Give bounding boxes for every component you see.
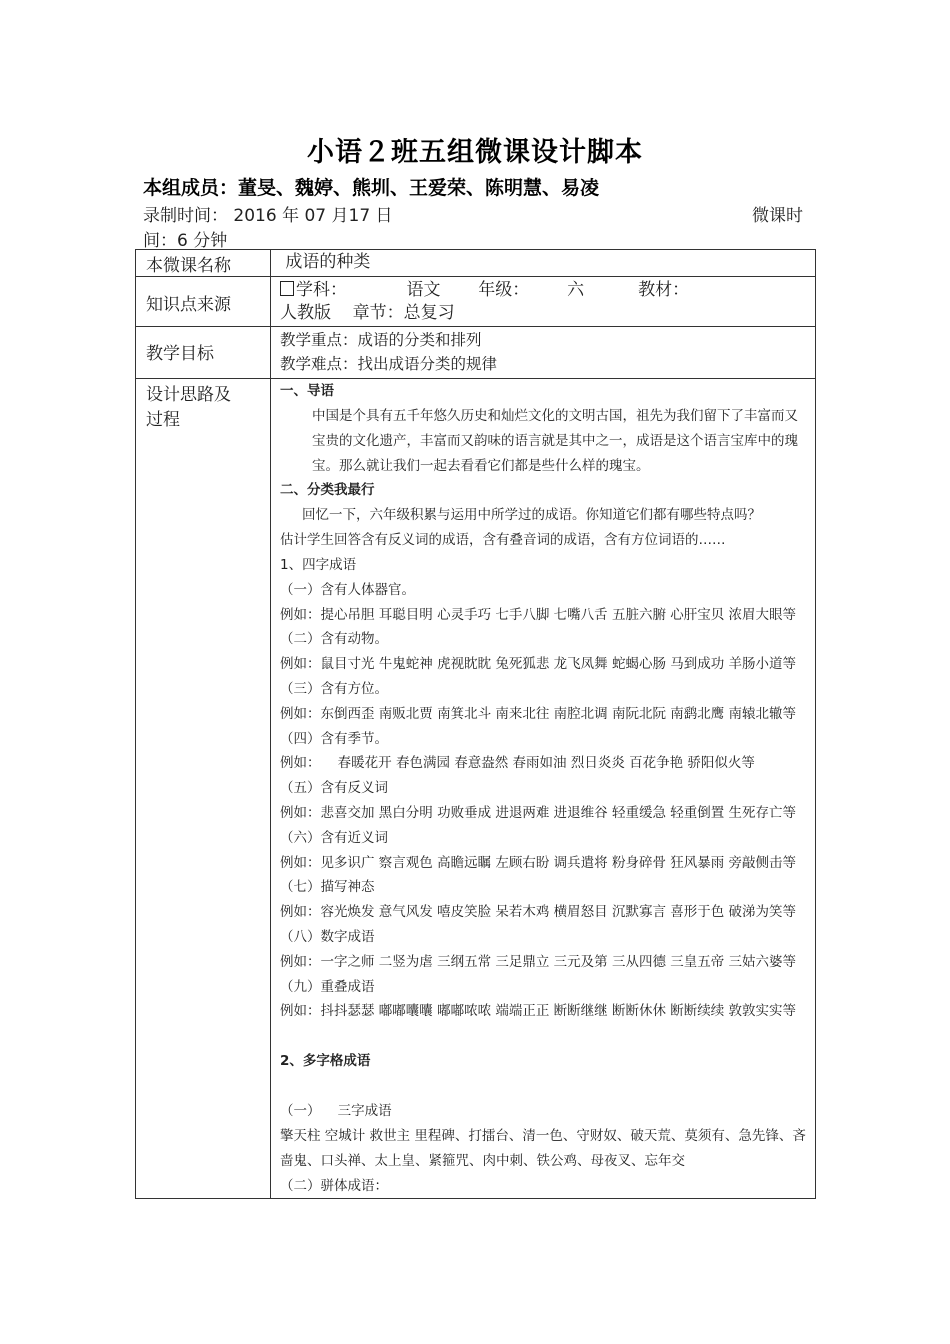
category-example: 例如：提心吊胆 耳聪目明 心灵手巧 七手八脚 七嘴八舌 五脏六腑 心肝宝贝 浓眉大眼等 [280,606,797,623]
checkbox-icon[interactable] [280,281,294,296]
process-label [136,379,271,1199]
category-example: 例如：容光焕发 意气风发 嘻皮笑脸 呆若木鸡 横眉怒目 沉默寡言 喜形于色 破涕为笑等 [280,904,797,921]
section-classify-text2: 估计学生回答含有反义词的成语，含有叠音词的成语，含有方位词语的…… [280,532,726,549]
category-example: 例如：抖抖瑟瑟 嘟嘟囔囔 嘟嘟哝哝 端端正正 断断继继 断断休休 断断续续 敦敦实实等 [280,1003,797,1020]
category-heading: （四）含有季节。 [280,730,388,747]
three-char-text: 擎天柱 空城计 救世主 里程碑、打擂台、清一色、守财奴、破天荒、莫须有、急先锋、吝啬鬼、口头禅、太上皇、紧箍咒、肉中刺、铁公鸡、母夜叉、忘年交 [280,1127,806,1169]
category-heading: （三）含有方位。 [280,680,388,697]
category-example: 例如： 春暖花开 春色满园 春意盎然 春雨如油 烈日炎炎 百花争艳 骄阳似火等 [280,755,755,772]
recording-date: 录制时间： 2016 年 07 月17 日 [143,206,393,226]
category-heading: （二）含有动物。 [280,631,388,648]
category-heading: （九）重叠成语 [280,978,375,995]
parallel-heading: （二）骈体成语： [280,1177,388,1194]
four-char-title: 1、四字成语 [280,556,357,573]
group-members: 本组成员：董旻、魏婷、熊圳、王爱荣、陈明慧、易凌 [143,177,600,199]
goal-difficulty: 教学难点：找出成语分类的规律 [280,355,498,373]
script-table [135,249,816,1199]
category-example: 例如：悲喜交加 黑白分明 功败垂成 进退两难 进退维谷 轻重缓急 轻重倒置 生死存亡等 [280,804,797,821]
source-line2: 人教版 章节：总复习 [280,303,455,323]
section-classify-text1: 回忆一下，六年级积累与运用中所学过的成语。你知道它们都有哪些特点吗？ [302,507,761,524]
source-label: 知识点来源 [136,277,271,327]
lesson-name-value: 成语的种类 [271,250,816,277]
category-heading: （六）含有近义词 [280,829,388,846]
duration-label: 微课时 [752,206,803,226]
section-intro-text: 中国是个具有五千年悠久历史和灿烂文化的文明古国，祖先为我们留下了丰富而又宝贵的文化遗产，丰富而又韵味的语言就是其中之一，成语是这个语言宝库中的瑰宝。那么就让我们一起去看看它们都是些什么样的瑰宝。 [312,408,798,474]
category-example: 例如：一字之师 二竖为虐 三纲五常 三足鼎立 三元及第 三从四德 三皇五帝 三姑六婆等 [280,953,797,970]
source-content [271,277,816,327]
category-example: 例如：东倒西歪 南贩北贾 南箕北斗 南来北往 南腔北调 南阮北阮 南鹞北鹰 南辕北辙等 [280,705,797,722]
page-title: 小语２班五组微课设计脚本 [307,137,643,168]
goal-key: 教学重点：成语的分类和排列 [280,331,482,349]
category-heading: （五）含有反义词 [280,780,388,797]
category-heading: （七）描写神态 [280,879,375,896]
process-label-line1: 设计思路及 [146,385,231,405]
section-intro-title: 一、导语 [280,383,334,399]
category-heading: （八）数字成语 [280,928,375,945]
goals-label: 教学目标 [136,327,271,379]
duration-value: 间：6 分钟 [143,231,228,251]
goals-content [271,327,816,379]
process-content [271,379,816,1199]
source-line1: 学科： 语文 年级： 六 教材： [296,280,690,300]
category-heading: （一）含有人体器官。 [280,581,415,598]
row-lesson-name [136,250,816,277]
row-source [136,277,816,327]
category-example: 例如：见多识广 察言观色 高瞻远瞩 左顾右盼 调兵遣将 粉身碎骨 狂风暴雨 旁敲侧击等 [280,854,797,871]
category-example: 例如：鼠目寸光 牛鬼蛇神 虎视眈眈 兔死狐悲 龙飞凤舞 蛇蝎心肠 马到成功 羊肠小道等 [280,656,797,673]
row-goals [136,327,816,379]
section-classify-title: 二、分类我最行 [280,482,375,499]
three-char-heading: （一） 三字成语 [280,1103,392,1120]
process-label-line2: 过程 [146,410,180,430]
row-process [136,379,816,1199]
lesson-name-label: 本微课名称 [136,250,271,277]
multi-char-title: 2、多字格成语 [280,1053,371,1070]
